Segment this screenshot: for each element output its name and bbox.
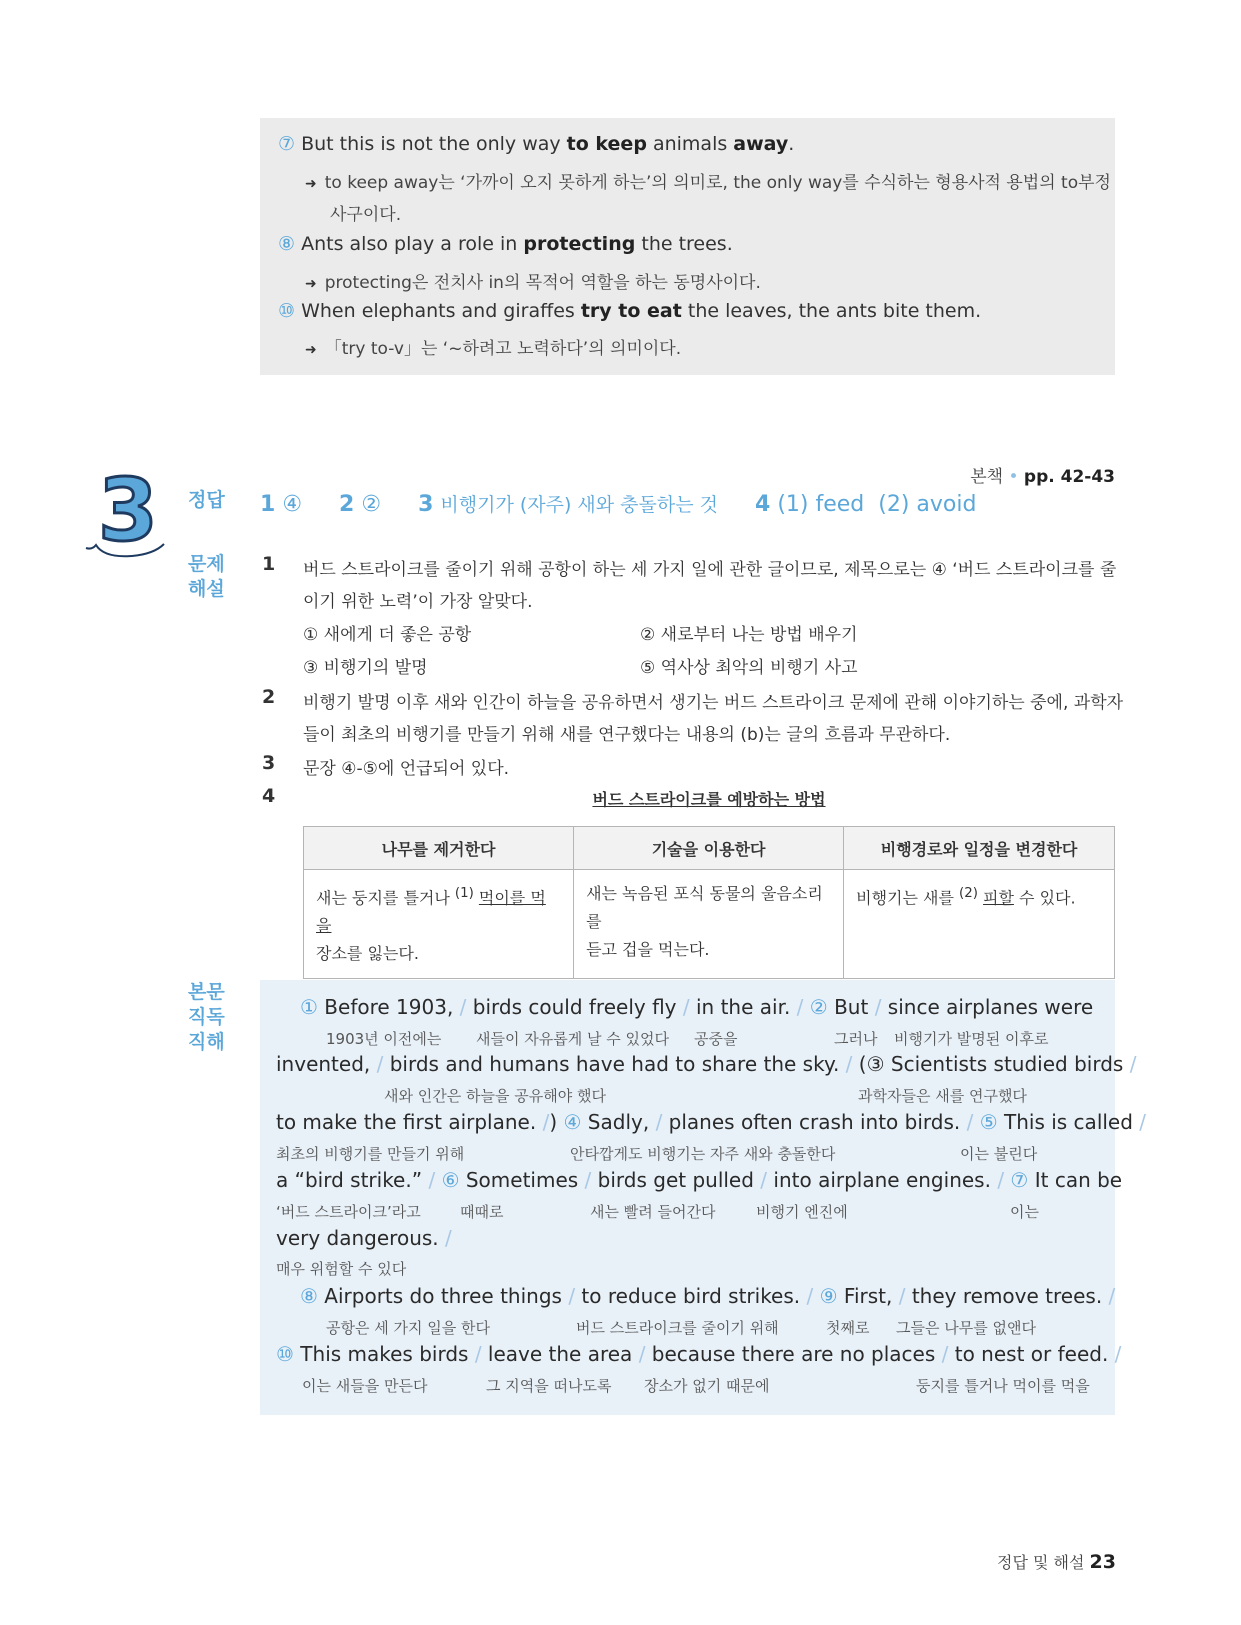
slash: / <box>542 1110 550 1134</box>
reading-label <box>188 980 225 1055</box>
chunk: birds could freely fly <box>472 995 677 1019</box>
reading-line-4 <box>276 1168 1122 1192</box>
summary-table <box>303 826 1115 979</box>
explanation-text: 비행기 발명 이후 새와 인간이 하늘을 공유하면서 생기는 버드 스트라이크 문제에 관해 이야기하는 중에, 과학자 <box>303 693 1124 713</box>
slash: / <box>760 1168 768 1192</box>
answer-3 <box>418 492 718 517</box>
slash: / <box>997 1168 1005 1192</box>
slash: / <box>459 995 467 1019</box>
cell-text: 새는 둥지를 틀거나 <box>316 888 455 908</box>
question-number: 3 <box>262 752 276 774</box>
circled-number: ⑩ <box>276 1342 294 1366</box>
pageref-label: 본책 <box>970 467 1004 487</box>
chunk: Airports do three things <box>324 1284 562 1308</box>
note-text: 「try to-v」는 ‘~하려고 노력하다’의 의미이다. <box>324 339 682 359</box>
circled-number: ④ <box>563 1110 582 1134</box>
chunk: First, <box>843 1284 893 1308</box>
chunk: This makes birds <box>300 1342 469 1366</box>
table-cell <box>844 870 1115 979</box>
chunk: Before 1903, <box>324 995 454 1019</box>
chunk: to reduce bird strikes. <box>581 1284 801 1308</box>
blank-number: (2) <box>959 886 978 901</box>
table-cell <box>574 870 844 979</box>
page-reference <box>970 462 1115 487</box>
chunk: planes often crash into birds. <box>668 1110 961 1134</box>
explanation-text: 문장 ④-⑤에 언급되어 있다. <box>303 759 510 779</box>
grammar-sentence-10 <box>278 300 981 322</box>
chunk: they remove trees. <box>911 1284 1103 1308</box>
section-number: 3 <box>98 461 158 561</box>
label-line: 문제 <box>188 553 225 575</box>
slash: / <box>898 1284 906 1308</box>
slash: / <box>682 995 690 1019</box>
label-line: 직해 <box>188 1031 225 1053</box>
text: the leaves, the ants bite them. <box>681 300 982 322</box>
slash: / <box>428 1168 436 1192</box>
text: animals <box>646 133 734 155</box>
slash: / <box>376 1052 384 1076</box>
answer-value: 비행기가 (자주) 새와 충돌하는 것 <box>440 494 718 516</box>
label-line: 직독 <box>188 1006 225 1028</box>
chunk: leave the area <box>487 1342 633 1366</box>
translation: 첫째로 <box>826 1319 870 1337</box>
question-number: 2 <box>262 686 276 708</box>
translation: 새는 빨려 들어간다 <box>590 1203 716 1221</box>
cell-text: 새는 녹음된 포식 동물의 울음소리를 <box>586 884 823 931</box>
question-number: 4 <box>262 785 276 807</box>
explanation-label <box>188 552 225 602</box>
answer-number: 2 <box>339 492 355 517</box>
answer-2 <box>339 492 381 517</box>
chunk: very dangerous. <box>276 1226 439 1250</box>
bold-phrase: protecting <box>523 233 636 255</box>
answer-value: ② <box>361 492 382 517</box>
translation: 때때로 <box>460 1203 504 1221</box>
chunk: birds get pulled <box>597 1168 754 1192</box>
slash: / <box>1139 1110 1147 1134</box>
chunk: Sometimes <box>465 1168 579 1192</box>
footer-label: 정답 및 해설 <box>997 1553 1085 1572</box>
chunk: into airplane engines. <box>773 1168 991 1192</box>
text: the trees. <box>635 233 733 255</box>
grammar-note-7 <box>305 168 1111 193</box>
translation: 1903년 이전에는 <box>326 1030 442 1048</box>
table-header-cell: 기술을 이용한다 <box>574 827 844 870</box>
translation: 이는 <box>1010 1203 1039 1221</box>
chunk: since airplanes were <box>887 995 1094 1019</box>
answer-value: (1) feed (2) avoid <box>777 492 977 517</box>
text: When elephants and giraffes <box>301 300 581 322</box>
answer-number: 3 <box>418 492 434 517</box>
translation: 공항은 세 가지 일을 한다 <box>326 1319 490 1337</box>
slash: / <box>806 1284 814 1308</box>
table-header-row <box>304 827 1115 870</box>
bold-phrase: to keep <box>566 133 647 155</box>
cell-text: 비행기는 새를 <box>856 888 960 908</box>
page-footer <box>997 1550 1116 1573</box>
translation: 새와 인간은 하늘을 공유해야 했다 <box>384 1087 606 1105</box>
answer-underlined: 먹이를 먹을 <box>316 888 546 936</box>
slash: / <box>1129 1052 1137 1076</box>
slash: / <box>966 1110 974 1134</box>
answer-number: 1 <box>260 492 276 517</box>
text: Ants also play a role in <box>301 233 524 255</box>
slash: / <box>1114 1342 1122 1366</box>
answer-1 <box>260 492 302 517</box>
bold-phrase: away <box>733 133 789 155</box>
circled-number: ⑨ <box>819 1284 838 1308</box>
choice-2: ② 새로부터 나는 방법 배우기 <box>640 625 858 645</box>
section-underline-swoosh <box>82 536 172 566</box>
circled-number: ⑧ <box>300 1284 318 1308</box>
slash: / <box>584 1168 592 1192</box>
translation: 안타깝게도 비행기는 자주 새와 충돌한다 <box>570 1145 836 1163</box>
slash: / <box>941 1342 949 1366</box>
translation: 새들이 자유롭게 날 수 있었다 <box>476 1030 669 1048</box>
translation: 과학자들은 새를 연구했다 <box>858 1087 1027 1105</box>
arrow-icon: ➜ <box>305 342 317 358</box>
slash: / <box>1108 1284 1116 1308</box>
choice-1: ① 새에게 더 좋은 공항 <box>303 625 472 645</box>
answer-number: 4 <box>755 492 771 517</box>
reading-line-3 <box>276 1110 1146 1134</box>
translation: 이는 새들을 만든다 <box>302 1377 428 1395</box>
chunk: (③ <box>858 1052 885 1076</box>
reading-line-7 <box>276 1342 1121 1366</box>
cell-text: 장소를 잃는다. <box>316 944 419 964</box>
table-title-text: 버드 스트라이크를 예방하는 방법 <box>592 790 826 809</box>
text: But this is not the only way <box>301 133 567 155</box>
reading-line-1 <box>300 995 1093 1019</box>
grammar-note-10 <box>305 334 681 359</box>
chunk: But <box>834 995 869 1019</box>
chunk: a “bird strike.” <box>276 1168 423 1192</box>
explanation-text: 이기 위한 노력’이 가장 알맞다. <box>303 592 533 612</box>
translation: ‘버드 스트라이크’라고 <box>276 1203 421 1221</box>
slash: / <box>474 1342 482 1366</box>
answer-row <box>260 490 1006 517</box>
slash: / <box>638 1342 646 1366</box>
translation: 장소가 없기 때문에 <box>644 1377 770 1395</box>
circled-number: ⑤ <box>979 1110 998 1134</box>
table-header-cell: 비행경로와 일정을 변경한다 <box>844 827 1115 870</box>
note-text: to keep away는 ‘가까이 오지 못하게 하는’의 의미로, the only way를 수식하는 형용사적 용법의 to부정 <box>324 173 1111 193</box>
circled-number: ⑦ <box>1010 1168 1029 1192</box>
translation: 그러나 <box>834 1030 878 1048</box>
slash: / <box>568 1284 576 1308</box>
answer-value: ④ <box>282 492 303 517</box>
slash: / <box>796 995 804 1019</box>
circled-number: ⑧ <box>278 233 296 255</box>
chunk: to make the first airplane. <box>276 1110 537 1134</box>
label-line: 해설 <box>188 578 225 600</box>
reading-line-5 <box>276 1226 452 1250</box>
chunk: Sadly, <box>587 1110 650 1134</box>
translation: 그 지역을 떠나도록 <box>486 1377 612 1395</box>
chunk: because there are no places <box>651 1342 936 1366</box>
reading-line-6 <box>300 1284 1115 1308</box>
circled-number: ⑦ <box>278 133 296 155</box>
label-line: 본문 <box>188 981 225 1003</box>
question-number: 1 <box>262 553 276 575</box>
slash: / <box>845 1052 853 1076</box>
chunk: ) <box>549 1110 558 1134</box>
translation: 매우 위험할 수 있다 <box>276 1260 407 1278</box>
table-cell <box>304 870 574 979</box>
translation: 이는 불린다 <box>960 1145 1038 1163</box>
translation: 버드 스트라이크를 줄이기 위해 <box>576 1319 779 1337</box>
answer-underlined: 피할 <box>983 888 1014 908</box>
chunk: to nest or feed. <box>954 1342 1109 1366</box>
bold-phrase: try to eat <box>580 300 682 322</box>
answer-label: 정답 <box>188 489 225 511</box>
table-title <box>303 787 1115 810</box>
chunk: in the air. <box>695 995 791 1019</box>
grammar-sentence-7 <box>278 133 794 155</box>
page-number: 23 <box>1089 1551 1116 1573</box>
translation: 그들은 나무를 없앤다 <box>896 1319 1036 1337</box>
grammar-note-8 <box>305 268 761 293</box>
chunk: invented, <box>276 1052 371 1076</box>
bullet: • <box>1008 467 1019 487</box>
translation: 최초의 비행기를 만들기 위해 <box>276 1145 465 1163</box>
note-text: protecting은 전치사 in의 목적어 역할을 하는 동명사이다. <box>324 273 761 293</box>
slash: / <box>445 1226 452 1250</box>
arrow-icon: ➜ <box>305 176 317 192</box>
explanation-text: 들이 최초의 비행기를 만들기 위해 새를 연구했다는 내용의 (b)는 글의 흐름과 무관하다. <box>303 725 951 745</box>
chunk: birds and humans have had to share the sky. <box>389 1052 840 1076</box>
chunk: This is called <box>1004 1110 1133 1134</box>
cell-text: 수 있다. <box>1013 888 1076 908</box>
slash: / <box>655 1110 663 1134</box>
slash: / <box>874 995 882 1019</box>
choice-3: ③ 비행기의 발명 <box>303 658 428 678</box>
cell-text: 듣고 겁을 먹는다. <box>586 940 710 959</box>
table-header-cell: 나무를 제거한다 <box>304 827 574 870</box>
text: . <box>788 133 795 155</box>
grammar-sentence-8 <box>278 233 733 255</box>
arrow-icon: ➜ <box>305 276 317 292</box>
table-row <box>304 870 1115 979</box>
reading-line-2 <box>276 1052 1136 1076</box>
blank-number: (1) <box>454 886 474 901</box>
choice-5: ⑤ 역사상 최악의 비행기 사고 <box>640 658 858 678</box>
translation: 비행기가 발명된 이후로 <box>894 1030 1049 1048</box>
answer-4 <box>755 492 976 517</box>
chunk: Scientists studied birds <box>890 1052 1124 1076</box>
translation: 둥지를 틀거나 먹이를 먹을 <box>916 1377 1090 1395</box>
translation: 비행기 엔진에 <box>756 1203 848 1221</box>
circled-number: ② <box>809 995 828 1019</box>
circled-number: ① <box>300 995 318 1019</box>
translation: 공중을 <box>694 1030 738 1048</box>
circled-number: ⑥ <box>441 1168 460 1192</box>
grammar-note-7-cont <box>330 200 401 225</box>
chunk: It can be <box>1034 1168 1123 1192</box>
circled-number: ⑩ <box>278 300 296 322</box>
explanation-text: 버드 스트라이크를 줄이기 위해 공항이 하는 세 가지 일에 관한 글이므로, 제목으로는 ④ ‘버드 스트라이크를 줄 <box>303 560 1117 580</box>
note-text: 사구이다. <box>330 205 402 225</box>
pageref-pages: pp. 42-43 <box>1023 467 1115 487</box>
